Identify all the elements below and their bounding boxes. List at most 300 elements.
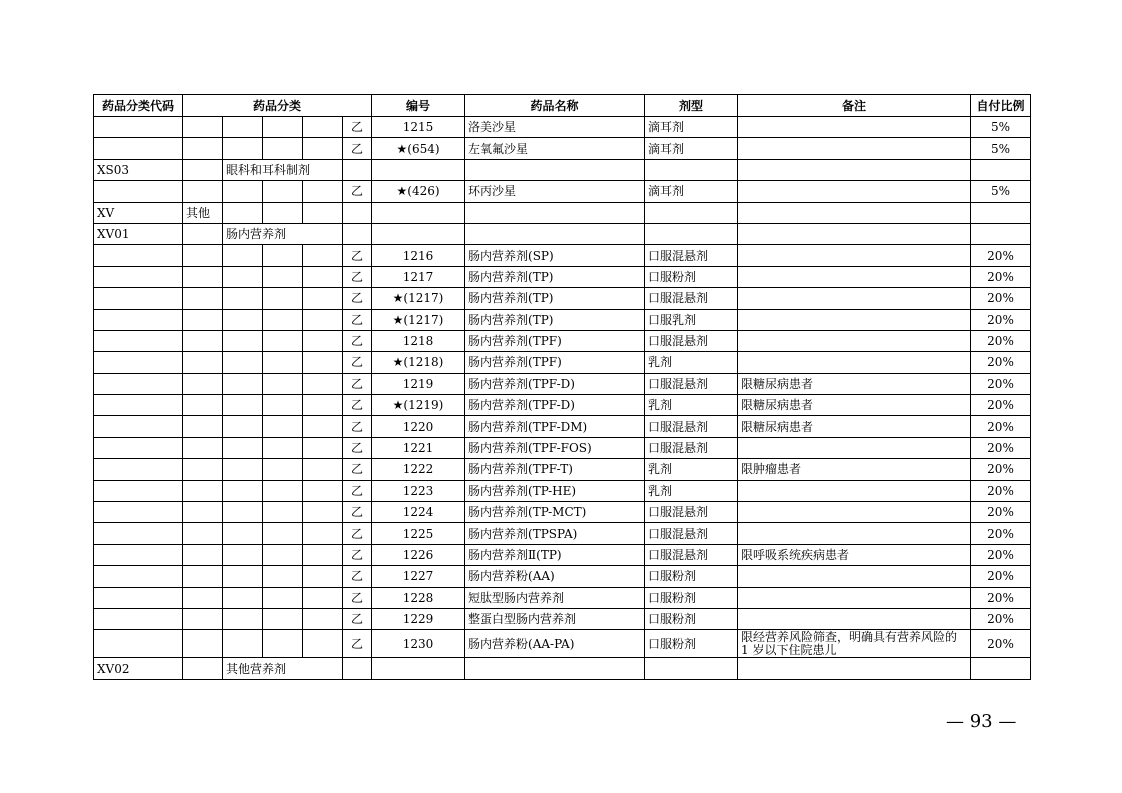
category-cell (223, 437, 263, 458)
drug-name-cell: 肠内营养剂(TPF-D) (465, 395, 645, 416)
dosage-form-cell: 口服粉剂 (645, 587, 738, 608)
table-row (94, 309, 1031, 330)
remark-cell (738, 117, 971, 138)
number-cell: 1229 (372, 608, 465, 629)
category-cell (303, 587, 343, 608)
category-cell (303, 544, 343, 565)
empty-cell (183, 223, 223, 244)
category-cell (303, 437, 343, 458)
class-label-cell: 眼科和耳科制剂 (223, 159, 343, 180)
empty-cell (971, 202, 1031, 223)
empty-cell (971, 159, 1031, 180)
self-pay-ratio-cell: 20% (971, 480, 1031, 501)
category-cell (303, 309, 343, 330)
category-cell (303, 288, 343, 309)
empty-cell (372, 658, 465, 679)
remark-cell (738, 352, 971, 373)
self-pay-ratio-cell: 20% (971, 566, 1031, 587)
drug-name-cell: 肠内营养剂(TPF) (465, 330, 645, 351)
self-pay-ratio-cell: 20% (971, 352, 1031, 373)
number-cell: ★(1217) (372, 288, 465, 309)
drug-name-cell: 短肽型肠内营养剂 (465, 587, 645, 608)
dosage-form-cell: 口服粉剂 (645, 630, 738, 658)
category-cell (303, 459, 343, 480)
self-pay-ratio-cell: 20% (971, 544, 1031, 565)
category-cell (183, 181, 223, 202)
empty-cell (465, 223, 645, 244)
grade-cell: 乙 (343, 330, 372, 351)
table-row (94, 608, 1031, 629)
number-cell: 1219 (372, 373, 465, 394)
category-cell (183, 587, 223, 608)
category-cell (263, 630, 303, 658)
remark-cell (738, 502, 971, 523)
drug-name-cell: 肠内营养剂(TPF) (465, 352, 645, 373)
number-cell: 1227 (372, 566, 465, 587)
category-cell (263, 117, 303, 138)
dosage-form-cell: 口服粉剂 (645, 608, 738, 629)
number-cell: 1222 (372, 459, 465, 480)
category-cell (223, 502, 263, 523)
code-cell (94, 288, 183, 309)
category-cell (303, 181, 343, 202)
category-cell (263, 587, 303, 608)
dosage-form-cell: 口服混悬剂 (645, 502, 738, 523)
drug-name-cell: 肠内营养剂(TPF-T) (465, 459, 645, 480)
dosage-form-cell: 口服粉剂 (645, 266, 738, 287)
number-cell: 1218 (372, 330, 465, 351)
self-pay-ratio-cell: 20% (971, 459, 1031, 480)
remark-cell (738, 138, 971, 159)
code-cell (94, 459, 183, 480)
self-pay-ratio-cell: 20% (971, 608, 1031, 629)
remark-cell (738, 330, 971, 351)
category-cell (263, 544, 303, 565)
code-cell (94, 352, 183, 373)
grade-cell: 乙 (343, 587, 372, 608)
code-cell (94, 544, 183, 565)
category-cell (223, 608, 263, 629)
table-row (94, 587, 1031, 608)
grade-cell: 乙 (343, 416, 372, 437)
grade-cell: 乙 (343, 502, 372, 523)
table-row (94, 181, 1031, 202)
empty-cell (223, 202, 263, 223)
self-pay-ratio-cell: 20% (971, 373, 1031, 394)
category-cell (263, 523, 303, 544)
dosage-form-cell: 乳剂 (645, 459, 738, 480)
remark-cell (738, 566, 971, 587)
table-body (94, 117, 1031, 680)
number-cell: 1226 (372, 544, 465, 565)
category-cell (263, 181, 303, 202)
category-cell (303, 330, 343, 351)
self-pay-ratio-cell: 20% (971, 309, 1031, 330)
grade-cell: 乙 (343, 544, 372, 565)
drug-name-cell: 环丙沙星 (465, 181, 645, 202)
category-cell (223, 373, 263, 394)
category-cell (303, 117, 343, 138)
code-cell (94, 566, 183, 587)
number-cell: 1220 (372, 416, 465, 437)
code-cell (94, 416, 183, 437)
page-number: — 93 — (946, 711, 1017, 732)
category-cell (183, 138, 223, 159)
grade-cell: 乙 (343, 309, 372, 330)
empty-cell (738, 202, 971, 223)
drug-name-cell: 肠内营养粉(AA) (465, 566, 645, 587)
code-cell (94, 117, 183, 138)
category-cell (263, 373, 303, 394)
empty-cell (183, 159, 223, 180)
self-pay-ratio-cell: 20% (971, 523, 1031, 544)
drug-name-cell: 肠内营养剂(TPF-FOS) (465, 437, 645, 458)
number-cell: ★(426) (372, 181, 465, 202)
drug-name-cell: 肠内营养粉(AA-PA) (465, 630, 645, 658)
number-cell: 1228 (372, 587, 465, 608)
category-cell (183, 352, 223, 373)
dosage-form-cell: 乳剂 (645, 352, 738, 373)
self-pay-ratio-cell: 20% (971, 266, 1031, 287)
code-cell (94, 309, 183, 330)
table-row (94, 117, 1031, 138)
table-row (94, 544, 1031, 565)
table-row (94, 480, 1031, 501)
dosage-form-cell: 口服混悬剂 (645, 544, 738, 565)
empty-cell (372, 159, 465, 180)
empty-cell (738, 223, 971, 244)
empty-cell (465, 658, 645, 679)
drug-name-cell: 肠内营养剂(TP) (465, 266, 645, 287)
grade-cell: 乙 (343, 459, 372, 480)
category-cell (303, 502, 343, 523)
grade-cell: 乙 (343, 373, 372, 394)
category-cell (223, 330, 263, 351)
dosage-form-cell: 滴耳剂 (645, 117, 738, 138)
code-cell (94, 266, 183, 287)
empty-cell (465, 202, 645, 223)
table-row (94, 138, 1031, 159)
code-cell (94, 502, 183, 523)
grade-cell: 乙 (343, 117, 372, 138)
category-cell (263, 416, 303, 437)
code-cell (94, 330, 183, 351)
drug-catalog-table (93, 94, 1031, 680)
remark-cell (738, 587, 971, 608)
category-cell (183, 459, 223, 480)
category-cell (223, 544, 263, 565)
class-code-cell: XV02 (94, 658, 183, 679)
empty-cell (645, 202, 738, 223)
remark-cell: 限糖尿病患者 (738, 373, 971, 394)
remark-cell (738, 181, 971, 202)
category-cell (183, 416, 223, 437)
self-pay-ratio-cell: 20% (971, 502, 1031, 523)
table-row (94, 288, 1031, 309)
class-label-cell: 其他营养剂 (223, 658, 343, 679)
self-pay-ratio-cell: 20% (971, 330, 1031, 351)
self-pay-ratio-cell: 20% (971, 416, 1031, 437)
category-cell (263, 330, 303, 351)
self-pay-ratio-cell: 20% (971, 288, 1031, 309)
table-row (94, 330, 1031, 351)
header-name: 药品名称 (465, 95, 645, 117)
number-cell: 1216 (372, 245, 465, 266)
self-pay-ratio-cell: 20% (971, 437, 1031, 458)
table-row (94, 630, 1031, 658)
code-cell (94, 437, 183, 458)
self-pay-ratio-cell: 20% (971, 245, 1031, 266)
number-cell: ★(1218) (372, 352, 465, 373)
category-cell (183, 502, 223, 523)
category-cell (223, 138, 263, 159)
category-cell (183, 480, 223, 501)
remark-cell (738, 480, 971, 501)
self-pay-ratio-cell: 20% (971, 630, 1031, 658)
remark-cell (738, 288, 971, 309)
header-form: 剂型 (645, 95, 738, 117)
category-cell (303, 245, 343, 266)
remark-cell: 限糖尿病患者 (738, 416, 971, 437)
category-cell (263, 138, 303, 159)
remark-cell (738, 245, 971, 266)
category-cell (303, 608, 343, 629)
number-cell: ★(654) (372, 138, 465, 159)
number-cell: 1230 (372, 630, 465, 658)
category-cell (303, 566, 343, 587)
category-cell (263, 480, 303, 501)
grade-cell: 乙 (343, 395, 372, 416)
category-cell (183, 566, 223, 587)
table-row (94, 373, 1031, 394)
grade-cell: 乙 (343, 523, 372, 544)
dosage-form-cell: 口服粉剂 (645, 566, 738, 587)
category-cell (223, 459, 263, 480)
dosage-form-cell: 口服混悬剂 (645, 416, 738, 437)
category-cell (263, 352, 303, 373)
drug-name-cell: 肠内营养剂(TP) (465, 309, 645, 330)
number-cell: 1225 (372, 523, 465, 544)
category-cell (263, 437, 303, 458)
dosage-form-cell: 口服混悬剂 (645, 437, 738, 458)
self-pay-ratio-cell: 5% (971, 181, 1031, 202)
category-cell (183, 373, 223, 394)
number-cell: ★(1217) (372, 309, 465, 330)
self-pay-ratio-cell: 5% (971, 138, 1031, 159)
header-code: 药品分类代码 (94, 95, 183, 117)
empty-cell (645, 223, 738, 244)
empty-cell (971, 658, 1031, 679)
table-row (94, 502, 1031, 523)
drug-name-cell: 肠内营养剂(TP) (465, 288, 645, 309)
grade-cell: 乙 (343, 630, 372, 658)
header-number: 编号 (372, 95, 465, 117)
category-cell (223, 480, 263, 501)
category-cell (303, 395, 343, 416)
code-cell (94, 138, 183, 159)
category-cell (303, 352, 343, 373)
class-label-cell: 其他 (183, 202, 223, 223)
category-cell (263, 245, 303, 266)
remark-cell: 限糖尿病患者 (738, 395, 971, 416)
category-cell (183, 117, 223, 138)
empty-cell (343, 202, 372, 223)
class-row (94, 159, 1031, 180)
category-cell (223, 566, 263, 587)
category-cell (223, 352, 263, 373)
header-remark: 备注 (738, 95, 971, 117)
category-cell (223, 309, 263, 330)
empty-cell (183, 658, 223, 679)
class-code-cell: XV (94, 202, 183, 223)
drug-name-cell: 肠内营养剂Ⅱ(TP) (465, 544, 645, 565)
category-cell (263, 266, 303, 287)
class-label-cell: 肠内营养剂 (223, 223, 343, 244)
drug-name-cell: 左氧氟沙星 (465, 138, 645, 159)
table-row (94, 395, 1031, 416)
category-cell (303, 266, 343, 287)
table-header-row (94, 95, 1031, 117)
table-row (94, 523, 1031, 544)
drug-name-cell: 整蛋白型肠内营养剂 (465, 608, 645, 629)
self-pay-ratio-cell: 20% (971, 395, 1031, 416)
dosage-form-cell: 口服乳剂 (645, 309, 738, 330)
grade-cell: 乙 (343, 480, 372, 501)
code-cell (94, 608, 183, 629)
class-row (94, 658, 1031, 679)
table-row (94, 437, 1031, 458)
dosage-form-cell: 口服混悬剂 (645, 245, 738, 266)
class-row (94, 223, 1031, 244)
category-cell (223, 117, 263, 138)
empty-cell (343, 223, 372, 244)
empty-cell (343, 658, 372, 679)
empty-cell (738, 159, 971, 180)
dosage-form-cell: 滴耳剂 (645, 138, 738, 159)
dosage-form-cell: 口服混悬剂 (645, 330, 738, 351)
remark-cell: 限经营养风险筛查，明确具有营养风险的 1 岁以下住院患儿 (738, 630, 971, 658)
category-cell (183, 608, 223, 629)
dosage-form-cell: 口服混悬剂 (645, 288, 738, 309)
drug-name-cell: 肠内营养剂(TPSPA) (465, 523, 645, 544)
remark-cell (738, 523, 971, 544)
empty-cell (372, 202, 465, 223)
category-cell (223, 266, 263, 287)
table-row (94, 352, 1031, 373)
empty-cell (738, 658, 971, 679)
category-cell (183, 330, 223, 351)
number-cell: 1215 (372, 117, 465, 138)
category-cell (223, 587, 263, 608)
category-cell (223, 630, 263, 658)
category-cell (263, 459, 303, 480)
grade-cell: 乙 (343, 245, 372, 266)
category-cell (223, 523, 263, 544)
category-cell (303, 523, 343, 544)
grade-cell: 乙 (343, 566, 372, 587)
empty-cell (343, 159, 372, 180)
code-cell (94, 480, 183, 501)
remark-cell (738, 309, 971, 330)
dosage-form-cell: 滴耳剂 (645, 181, 738, 202)
class-code-cell: XV01 (94, 223, 183, 244)
table-row (94, 459, 1031, 480)
category-cell (303, 373, 343, 394)
code-cell (94, 395, 183, 416)
code-cell (94, 630, 183, 658)
code-cell (94, 373, 183, 394)
table-row (94, 566, 1031, 587)
code-cell (94, 523, 183, 544)
category-cell (183, 630, 223, 658)
category-cell (183, 288, 223, 309)
table-row (94, 245, 1031, 266)
number-cell: ★(1219) (372, 395, 465, 416)
empty-cell (263, 202, 303, 223)
category-cell (303, 416, 343, 437)
number-cell: 1217 (372, 266, 465, 287)
category-cell (263, 608, 303, 629)
category-cell (183, 523, 223, 544)
empty-cell (971, 223, 1031, 244)
category-cell (183, 266, 223, 287)
empty-cell (303, 202, 343, 223)
category-cell (263, 288, 303, 309)
number-cell: 1221 (372, 437, 465, 458)
code-cell (94, 587, 183, 608)
category-cell (263, 395, 303, 416)
grade-cell: 乙 (343, 266, 372, 287)
self-pay-ratio-cell: 5% (971, 117, 1031, 138)
remark-cell (738, 437, 971, 458)
drug-name-cell: 肠内营养剂(SP) (465, 245, 645, 266)
category-cell (303, 480, 343, 501)
header-ratio: 自付比例 (971, 95, 1031, 117)
number-cell: 1224 (372, 502, 465, 523)
dosage-form-cell: 乳剂 (645, 395, 738, 416)
code-cell (94, 181, 183, 202)
category-cell (263, 502, 303, 523)
category-cell (303, 138, 343, 159)
category-cell (223, 245, 263, 266)
drug-name-cell: 肠内营养剂(TP-MCT) (465, 502, 645, 523)
drug-name-cell: 肠内营养剂(TP-HE) (465, 480, 645, 501)
dosage-form-cell: 口服混悬剂 (645, 373, 738, 394)
header-category: 药品分类 (183, 95, 372, 117)
category-cell (183, 309, 223, 330)
dosage-form-cell: 乳剂 (645, 480, 738, 501)
category-cell (183, 245, 223, 266)
empty-cell (465, 159, 645, 180)
remark-cell: 限肿瘤患者 (738, 459, 971, 480)
self-pay-ratio-cell: 20% (971, 587, 1031, 608)
grade-cell: 乙 (343, 352, 372, 373)
remark-cell: 限呼吸系统疾病患者 (738, 544, 971, 565)
category-cell (263, 309, 303, 330)
category-cell (183, 437, 223, 458)
category-cell (223, 416, 263, 437)
category-cell (223, 395, 263, 416)
remark-cell (738, 266, 971, 287)
table-row (94, 416, 1031, 437)
category-cell (223, 181, 263, 202)
remark-cell (738, 608, 971, 629)
empty-cell (645, 159, 738, 180)
drug-name-cell: 肠内营养剂(TPF-D) (465, 373, 645, 394)
category-cell (183, 395, 223, 416)
drug-name-cell: 肠内营养剂(TPF-DM) (465, 416, 645, 437)
table-row (94, 266, 1031, 287)
